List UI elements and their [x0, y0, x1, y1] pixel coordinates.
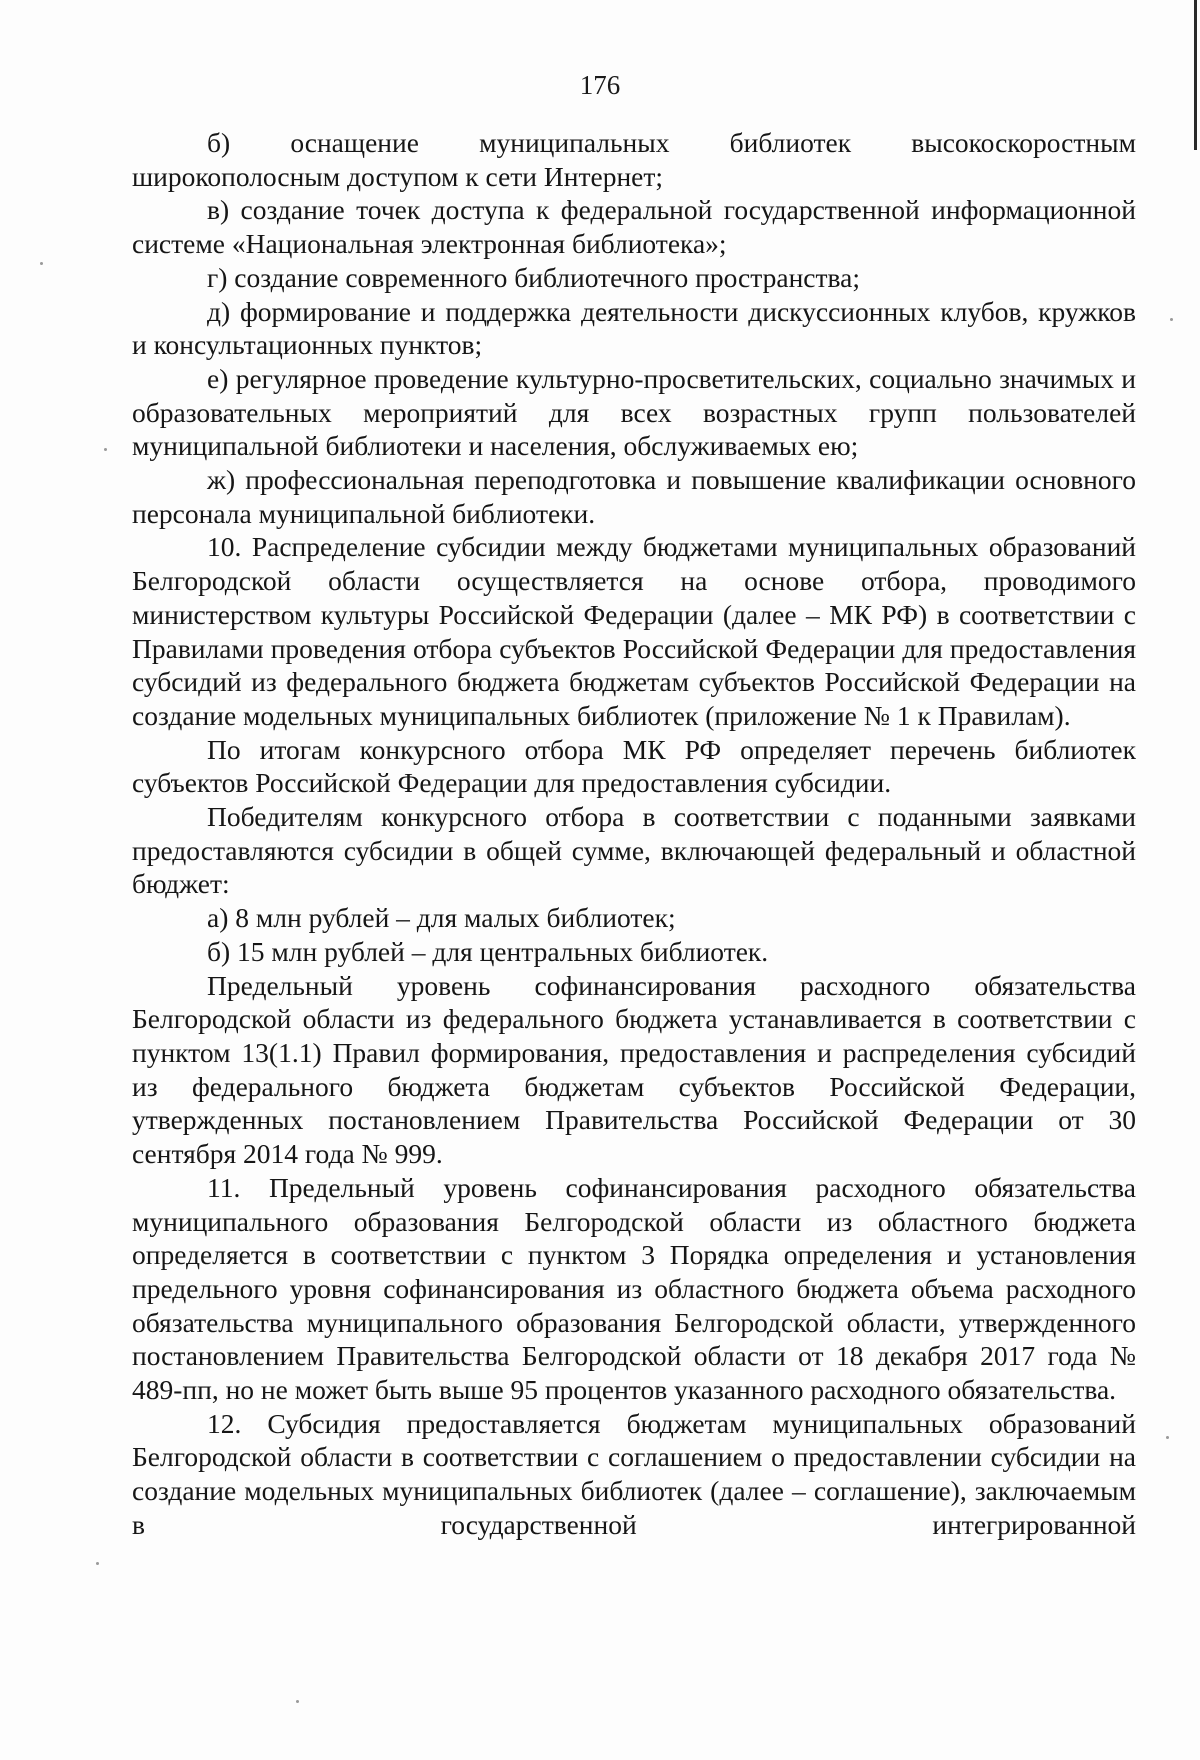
paragraph-item-v: в) создание точек доступа к федеральной государственной информационной системе «Национальная электронная библиотека»; [132, 194, 1136, 260]
scan-speck [296, 1700, 299, 1703]
paragraph-item-b: б) оснащение муниципальных библиотек высокоскоростным широкополосным доступом к сети Интернет; [132, 127, 1136, 192]
paragraph-amount-b: б) 15 млн рублей – для центральных библиотек. [207, 935, 769, 967]
paragraph-item-d: д) формирование и поддержка деятельности дискуссионных клубов, кружков и консультационных пунктов; [132, 295, 1136, 361]
scan-speck [1166, 1436, 1169, 1439]
paragraph-section-11: 11. Предельный уровень софинансирования расходного обязательства муниципального образования Белгородской области из областного бюджета определяется в соответствии с пунктом 3 Порядка определения и установления предельного уровня софинансирования из областного бюджета объема расходного обязательства муниципального образования Белгородской области, утвержденного постановлением Правительства Белгородской области от 18 декабря 2017 года № 489-пп, но не может быть выше 95 процентов указанного расходного обязательства. [132, 1171, 1136, 1406]
document-body [132, 126, 1136, 1542]
paragraph-amount-a: а) 8 млн рублей – для малых библиотек; [207, 902, 676, 934]
paragraph-item-g: г) создание современного библиотечного пространства; [207, 261, 860, 293]
scan-speck [40, 262, 43, 265]
paragraph-winners: Победителям конкурсного отбора в соответствии с поданными заявками предоставляются субсидии в общей сумме, включающей федеральный и областной бюджет: [132, 801, 1136, 900]
paragraph-selection-results: По итогам конкурсного отбора МК РФ определяет перечень библиотек субъектов Российской Федерации для предоставления субсидии. [132, 733, 1136, 799]
scan-speck [96, 1562, 99, 1565]
paragraph-section-10: 10. Распределение субсидии между бюджетами муниципальных образований Белгородской области осуществляется на основе отбора, проводимого министерством культуры Российской Федерации (далее – МК РФ) в соответствии с Правилами проведения отбора субъектов Российской Федерации для предоставления субсидий из федерального бюджета бюджетам субъектов Российской Федерации на создание модельных муниципальных библиотек (приложение № 1 к Правилам). [132, 531, 1136, 731]
paragraph-item-zh: ж) профессиональная переподготовка и повышение квалификации основного персонала муниципальной библиотеки. [132, 464, 1136, 529]
paragraph-cofinancing-limit: Предельный уровень софинансирования расходного обязательства Белгородской области из федерального бюджета устанавливается в соответствии с пунктом 13(1.1) Правил формирования, предоставления и распределения субсидий из федерального бюджета бюджетам субъектов Российской Федерации, утвержденных постановлением Правительства Российской Федерации от 30 сентября 2014 года № 999. [132, 969, 1136, 1170]
paragraph-item-e: е) регулярное проведение культурно-просветительских, социально значимых и образовательных мероприятий для всех возрастных групп пользователей муниципальной библиотеки и населения, обслуживаемых ею; [132, 362, 1136, 462]
paragraph-section-12: 12. Субсидия предоставляется бюджетам муниципальных образований Белгородской области в соответствии с соглашением о предоставлении субсидии на создание модельных муниципальных библиотек (далее – соглашение), заключаемым в государственной интегрированной [132, 1407, 1136, 1540]
scan-speck [104, 448, 107, 451]
scan-speck [1170, 318, 1173, 321]
page-number: 176 [579, 70, 621, 100]
